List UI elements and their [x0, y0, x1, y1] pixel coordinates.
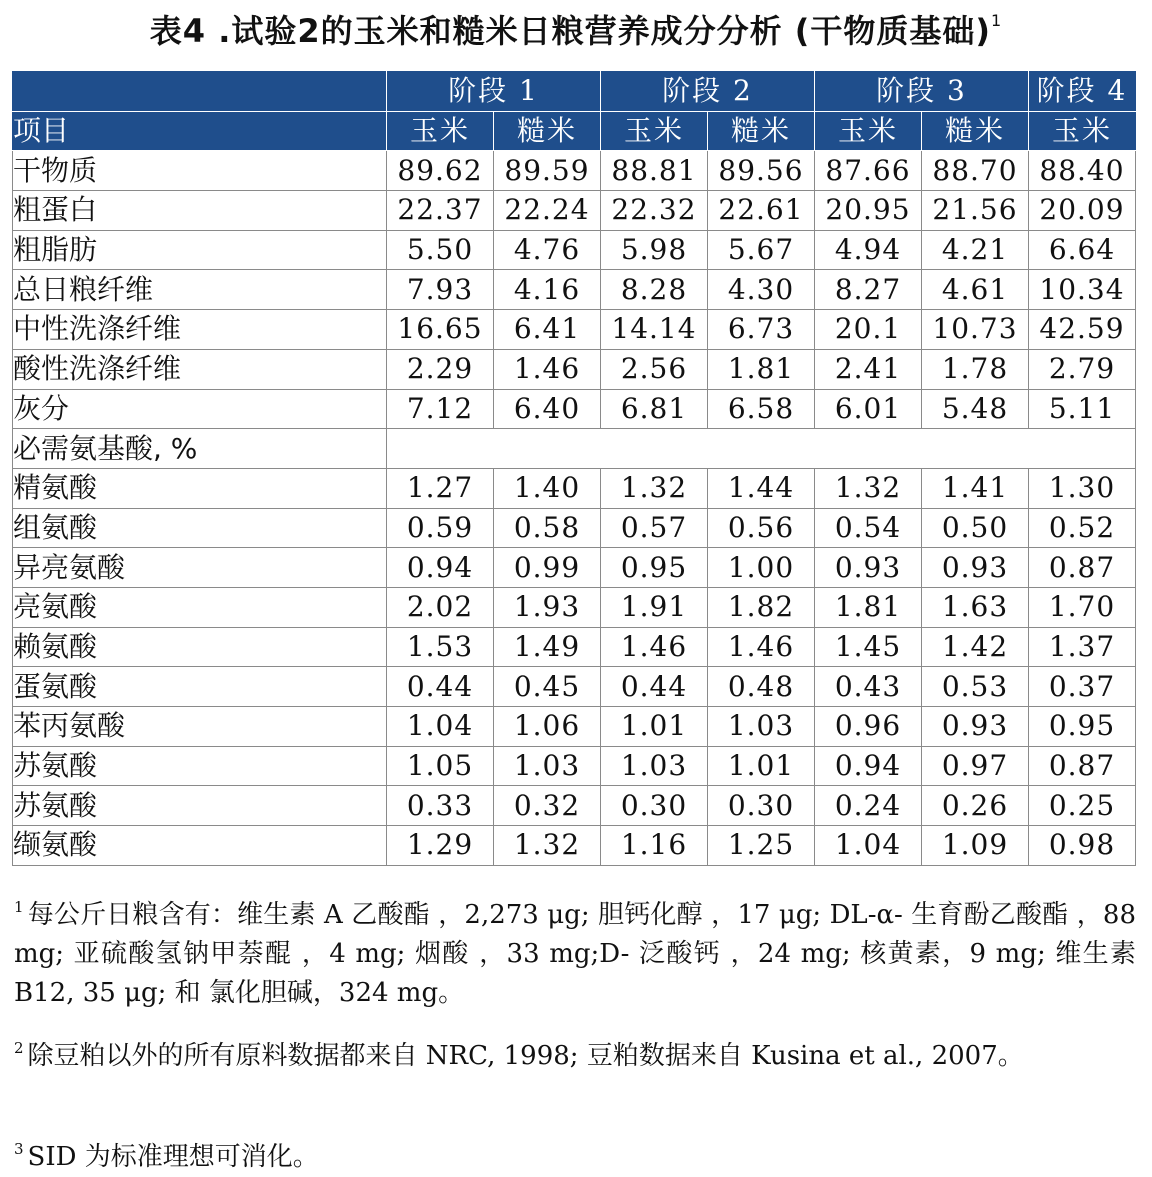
value-cell: 1.05 — [387, 746, 494, 786]
value-cell: 0.50 — [922, 508, 1029, 548]
footnote-1 — [14, 888, 1136, 1013]
value-cell: 89.56 — [708, 151, 815, 191]
value-cell: 0.30 — [601, 786, 708, 826]
table-body — [13, 151, 1136, 865]
footnote-2-marker: 2 — [14, 1039, 24, 1057]
value-cell: 20.09 — [1029, 191, 1136, 231]
value-cell: 22.24 — [494, 191, 601, 231]
value-cell: 1.42 — [922, 627, 1029, 667]
value-cell: 6.58 — [708, 389, 815, 429]
value-cell: 0.98 — [1029, 826, 1136, 866]
value-cell: 1.81 — [815, 587, 922, 627]
value-cell: 0.33 — [387, 786, 494, 826]
value-cell: 7.12 — [387, 389, 494, 429]
value-cell: 1.03 — [708, 707, 815, 747]
value-cell: 4.16 — [494, 270, 601, 310]
value-cell: 0.43 — [815, 667, 922, 707]
value-cell: 0.56 — [708, 508, 815, 548]
table-row — [13, 707, 1136, 747]
table-title — [0, 6, 1152, 52]
value-cell: 1.25 — [708, 826, 815, 866]
value-cell: 5.50 — [387, 230, 494, 270]
value-cell: 0.24 — [815, 786, 922, 826]
value-cell: 1.06 — [494, 707, 601, 747]
value-cell: 87.66 — [815, 151, 922, 191]
value-cell: 6.73 — [708, 310, 815, 350]
value-cell: 14.14 — [601, 310, 708, 350]
row-label: 粗脂肪 — [13, 230, 387, 270]
value-cell: 1.01 — [601, 707, 708, 747]
value-cell: 6.01 — [815, 389, 922, 429]
section-empty-cell — [387, 429, 1136, 469]
value-cell: 1.81 — [708, 349, 815, 389]
value-cell: 8.28 — [601, 270, 708, 310]
table-row — [13, 548, 1136, 588]
value-cell: 0.94 — [387, 548, 494, 588]
value-cell: 0.48 — [708, 667, 815, 707]
table-row — [13, 746, 1136, 786]
table-row — [13, 349, 1136, 389]
value-cell: 0.53 — [922, 667, 1029, 707]
stage-1-header: 阶段 1 — [387, 72, 601, 112]
value-cell: 1.32 — [494, 826, 601, 866]
value-cell: 1.37 — [1029, 627, 1136, 667]
stage-1-brown-rice-header: 糙米 — [494, 111, 601, 151]
value-cell: 1.91 — [601, 587, 708, 627]
value-cell: 6.40 — [494, 389, 601, 429]
table-title-text: 表4 .试验2的玉米和糙米日粮营养成分分析 (干物质基础) — [149, 12, 992, 50]
value-cell: 5.98 — [601, 230, 708, 270]
value-cell: 21.56 — [922, 191, 1029, 231]
row-label: 粗蛋白 — [13, 191, 387, 231]
table-row — [13, 508, 1136, 548]
value-cell: 0.30 — [708, 786, 815, 826]
table-row — [13, 667, 1136, 707]
row-label: 酸性洗涤纤维 — [13, 349, 387, 389]
row-label: 组氨酸 — [13, 508, 387, 548]
value-cell: 1.01 — [708, 746, 815, 786]
value-cell: 1.09 — [922, 826, 1029, 866]
value-cell: 88.70 — [922, 151, 1029, 191]
table-row — [13, 151, 1136, 191]
stage-3-brown-rice-header: 糙米 — [922, 111, 1029, 151]
footnote-1-text: 每公斤日粮含有：维生素 A 乙酸酯 ，2,273 μg; 胆钙化醇 ，17 μg; DL-α- 生育酚乙酸酯 ，88 mg; 亚硫酸氢钠甲萘醌 ，4 mg; 烟酸 ，33 mg;D- 泛酸钙 ，24 mg; 核黄素，9 mg; 维生素 B12, 35 μg; 和 氯化胆碱，324 mg。 — [14, 900, 1136, 1008]
value-cell: 2.79 — [1029, 349, 1136, 389]
footnote-1-marker: 1 — [14, 898, 24, 916]
table-row — [13, 587, 1136, 627]
table-row — [13, 191, 1136, 231]
section-label: 必需氨基酸, % — [13, 429, 387, 469]
value-cell: 0.59 — [387, 508, 494, 548]
value-cell: 1.93 — [494, 587, 601, 627]
value-cell: 1.16 — [601, 826, 708, 866]
value-cell: 1.00 — [708, 548, 815, 588]
table-row — [13, 230, 1136, 270]
value-cell: 1.82 — [708, 587, 815, 627]
value-cell: 1.03 — [601, 746, 708, 786]
row-label: 灰分 — [13, 389, 387, 429]
value-cell: 0.87 — [1029, 548, 1136, 588]
value-cell: 1.27 — [387, 468, 494, 508]
value-cell: 1.32 — [601, 468, 708, 508]
row-label: 苏氨酸 — [13, 746, 387, 786]
value-cell: 2.41 — [815, 349, 922, 389]
row-label: 异亮氨酸 — [13, 548, 387, 588]
value-cell: 10.73 — [922, 310, 1029, 350]
footnote-3-text: SID 为标准理想可消化。 — [27, 1142, 319, 1172]
row-label: 干物质 — [13, 151, 387, 191]
stage-2-corn-header: 玉米 — [601, 111, 708, 151]
value-cell: 1.53 — [387, 627, 494, 667]
header-blank — [13, 72, 387, 112]
value-cell: 0.93 — [815, 548, 922, 588]
value-cell: 6.64 — [1029, 230, 1136, 270]
value-cell: 1.46 — [494, 349, 601, 389]
value-cell: 22.32 — [601, 191, 708, 231]
value-cell: 1.04 — [815, 826, 922, 866]
stage-2-brown-rice-header: 糙米 — [708, 111, 815, 151]
value-cell: 1.70 — [1029, 587, 1136, 627]
stage-2-header: 阶段 2 — [601, 72, 815, 112]
value-cell: 88.40 — [1029, 151, 1136, 191]
value-cell: 1.78 — [922, 349, 1029, 389]
value-cell: 0.25 — [1029, 786, 1136, 826]
value-cell: 0.52 — [1029, 508, 1136, 548]
stage-3-header: 阶段 3 — [815, 72, 1029, 112]
table-row — [13, 826, 1136, 866]
stage-3-corn-header: 玉米 — [815, 111, 922, 151]
row-label: 苏氨酸 — [13, 786, 387, 826]
table-row — [13, 270, 1136, 310]
value-cell: 1.40 — [494, 468, 601, 508]
sub-header-row — [13, 111, 1136, 151]
value-cell: 0.93 — [922, 707, 1029, 747]
value-cell: 22.37 — [387, 191, 494, 231]
value-cell: 0.32 — [494, 786, 601, 826]
value-cell: 89.62 — [387, 151, 494, 191]
value-cell: 1.04 — [387, 707, 494, 747]
value-cell: 0.95 — [601, 548, 708, 588]
table-row — [13, 786, 1136, 826]
stage-4-header: 阶段 4 — [1029, 72, 1136, 112]
row-label: 总日粮纤维 — [13, 270, 387, 310]
value-cell: 1.29 — [387, 826, 494, 866]
value-cell: 0.26 — [922, 786, 1029, 826]
value-cell: 2.02 — [387, 587, 494, 627]
value-cell: 1.32 — [815, 468, 922, 508]
stage-1-corn-header: 玉米 — [387, 111, 494, 151]
row-label: 蛋氨酸 — [13, 667, 387, 707]
value-cell: 0.44 — [601, 667, 708, 707]
value-cell: 1.46 — [708, 627, 815, 667]
footnote-3-marker: 3 — [14, 1140, 24, 1158]
stage-header-row — [13, 72, 1136, 112]
value-cell: 8.27 — [815, 270, 922, 310]
row-label: 苯丙氨酸 — [13, 707, 387, 747]
value-cell: 22.61 — [708, 191, 815, 231]
stage-4-corn-header: 玉米 — [1029, 111, 1136, 151]
value-cell: 5.11 — [1029, 389, 1136, 429]
value-cell: 4.61 — [922, 270, 1029, 310]
footnote-2 — [14, 1029, 1024, 1076]
value-cell: 0.96 — [815, 707, 922, 747]
value-cell: 6.81 — [601, 389, 708, 429]
value-cell: 1.63 — [922, 587, 1029, 627]
value-cell: 1.44 — [708, 468, 815, 508]
value-cell: 2.29 — [387, 349, 494, 389]
value-cell: 4.76 — [494, 230, 601, 270]
value-cell: 5.48 — [922, 389, 1029, 429]
value-cell: 2.56 — [601, 349, 708, 389]
value-cell: 4.30 — [708, 270, 815, 310]
value-cell: 0.97 — [922, 746, 1029, 786]
row-label: 中性洗涤纤维 — [13, 310, 387, 350]
table-row — [13, 627, 1136, 667]
value-cell: 0.99 — [494, 548, 601, 588]
item-column-header: 项目 — [13, 111, 387, 151]
value-cell: 0.45 — [494, 667, 601, 707]
value-cell: 0.58 — [494, 508, 601, 548]
value-cell: 88.81 — [601, 151, 708, 191]
value-cell: 1.46 — [601, 627, 708, 667]
value-cell: 4.21 — [922, 230, 1029, 270]
table-row — [13, 310, 1136, 350]
value-cell: 42.59 — [1029, 310, 1136, 350]
value-cell: 0.95 — [1029, 707, 1136, 747]
value-cell: 20.95 — [815, 191, 922, 231]
row-label: 亮氨酸 — [13, 587, 387, 627]
row-label: 精氨酸 — [13, 468, 387, 508]
value-cell: 1.30 — [1029, 468, 1136, 508]
table-row — [13, 389, 1136, 429]
value-cell: 1.45 — [815, 627, 922, 667]
value-cell: 7.93 — [387, 270, 494, 310]
value-cell: 0.44 — [387, 667, 494, 707]
value-cell: 89.59 — [494, 151, 601, 191]
value-cell: 5.67 — [708, 230, 815, 270]
value-cell: 6.41 — [494, 310, 601, 350]
value-cell: 1.03 — [494, 746, 601, 786]
footnote-2-text: 除豆粕以外的所有原料数据都来自 NRC, 1998; 豆粕数据来自 Kusina et al., 2007。 — [27, 1041, 1024, 1071]
value-cell: 0.87 — [1029, 746, 1136, 786]
value-cell: 0.94 — [815, 746, 922, 786]
value-cell: 0.37 — [1029, 667, 1136, 707]
title-footnote-marker: 1 — [991, 11, 1003, 30]
value-cell: 0.93 — [922, 548, 1029, 588]
value-cell: 0.57 — [601, 508, 708, 548]
nutrient-table — [12, 71, 1136, 866]
row-label: 赖氨酸 — [13, 627, 387, 667]
value-cell: 4.94 — [815, 230, 922, 270]
value-cell: 10.34 — [1029, 270, 1136, 310]
section-row — [13, 429, 1136, 469]
value-cell: 1.49 — [494, 627, 601, 667]
value-cell: 16.65 — [387, 310, 494, 350]
table-row — [13, 468, 1136, 508]
row-label: 缬氨酸 — [13, 826, 387, 866]
value-cell: 0.54 — [815, 508, 922, 548]
value-cell: 20.1 — [815, 310, 922, 350]
value-cell: 1.41 — [922, 468, 1029, 508]
